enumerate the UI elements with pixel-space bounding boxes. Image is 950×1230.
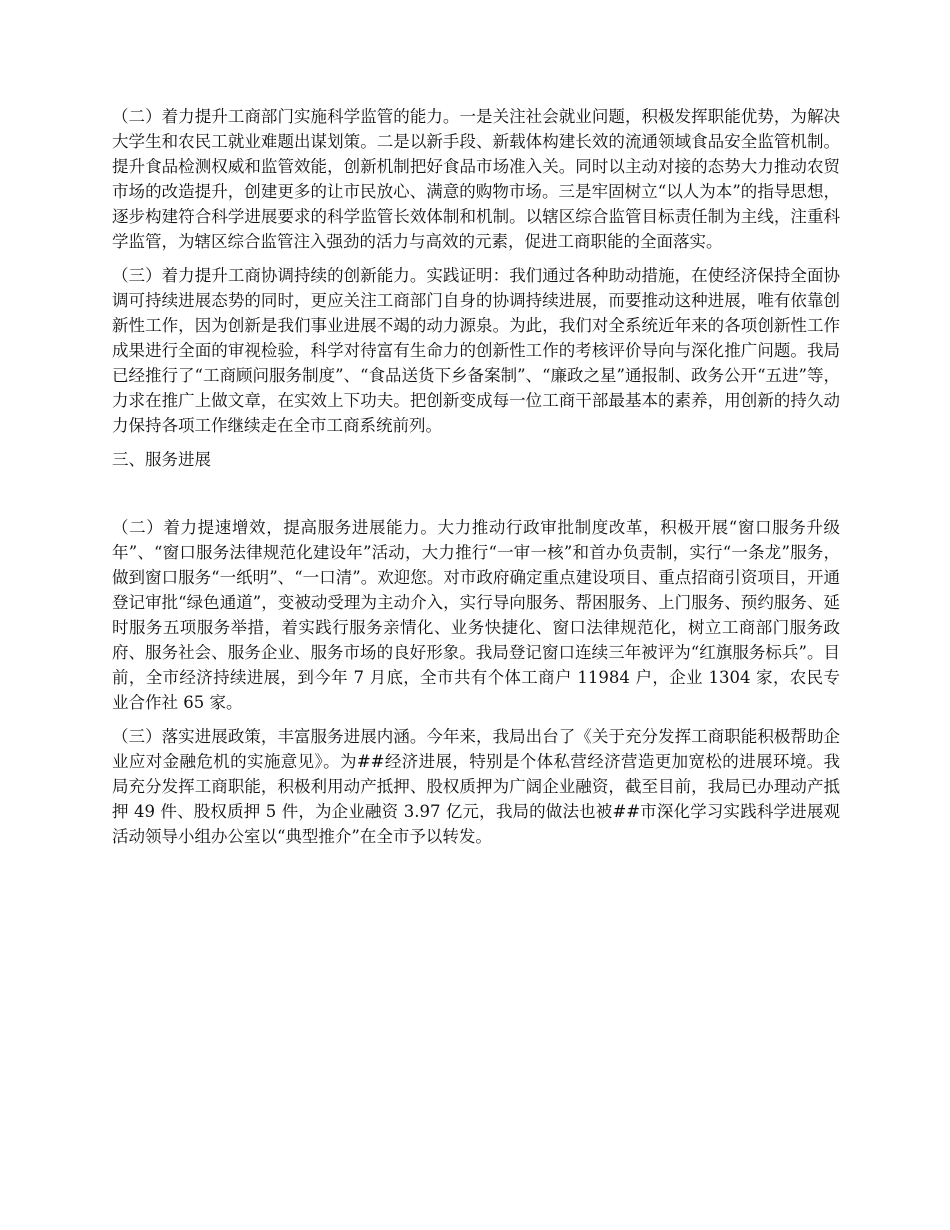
spacer — [112, 472, 840, 515]
section-heading-service: 三、服务进展 — [112, 450, 211, 469]
paragraph-innovation-capability: （三）着力提升工商协调持续的创新能力。实践证明：我们通过各种助动措施，在使经济保持全面协调可持续进展态势的同时，更应关注工商部门自身的协调持续进展，而要推动这种进展，唯有依靠创新性工作，因为创新是我们事业进展不竭的动力源泉。为此，我们对全系统近年来的各项创新性工作成果进行全面的审视检验，科学对待富有生命力的创新性工作的考核评价导向与深化推广问题。我局已经推行了“工商顾问服务制度”、“食品送货下乡备案制”、“廉政之星”通报制、政务公开“五进”等，力求在推广上做文章，在实效上下功夫。把创新变成每一位工商干部最基本的素养，用创新的持久动力保持各项工作继续走在全市工商系统前列。 — [112, 266, 840, 435]
spacer — [112, 254, 840, 263]
paragraph-service-efficiency: （二）着力提速增效，提高服务进展能力。大力推动行政审批制度改革，积极开展“窗口服务升级年”、“窗口服务法律规范化建设年”活动，大力推行“一审一核”和首办负责制，实行“一条龙”服务，做到窗口服务“一纸明”、“一口清”。欢迎您。对市政府确定重点建设项目、重点招商引资项目，开通登记审批“绿色通道”，变被动受理为主动介入，实行导向服务、帮困服务、上门服务、预约服务、延时服务五项服务举措，着实践行服务亲情化、业务快捷化、窗口法律规范化，树立工商部门服务政府、服务社会、服务企业、服务市场的良好形象。我局登记窗口连续三年被评为“红旗服务标兵”。目前，全市经济持续进展，到今年 7 月底，全市共有个体工商户 11984 户，企业 1304 家，农民专业合作社 65 家。 — [112, 518, 840, 712]
spacer — [112, 715, 840, 724]
document-body — [112, 104, 840, 849]
spacer — [112, 438, 840, 447]
paragraph-policy-implementation: （三）落实进展政策，丰富服务进展内涵。今年来，我局出台了《关于充分发挥工商职能积极帮助企业应对金融危机的实施意见》。为##经济进展，特别是个体私营经济营造更加宽松的进展环境。我局充分发挥工商职能，积极利用动产抵押、股权质押为广阔企业融资，截至目前，我局已办理动产抵押 49 件、股权质押 5 件，为企业融资 3.97 亿元，我局的做法也被##市深化学习实践科学进展观活动领导小组办公室以“典型推介”在全市予以转发。 — [112, 727, 840, 846]
paragraph-supervision-capability: （二）着力提升工商部门实施科学监管的能力。一是关注社会就业问题，积极发挥职能优势，为解决大学生和农民工就业难题出谋划策。二是以新手段、新载体构建长效的流通领域食品安全监管机制。提升食品检测权威和监管效能，创新机制把好食品市场准入关。同时以主动对接的态势大力推动农贸市场的改造提升，创建更多的让市民放心、满意的购物市场。三是牢固树立“以人为本”的指导思想，逐步构建符合科学进展要求的科学监管长效体制和机制。以辖区综合监管目标责任制为主线，注重科学监管，为辖区综合监管注入强劲的活力与高效的元素，促进工商职能的全面落实。 — [112, 107, 840, 251]
